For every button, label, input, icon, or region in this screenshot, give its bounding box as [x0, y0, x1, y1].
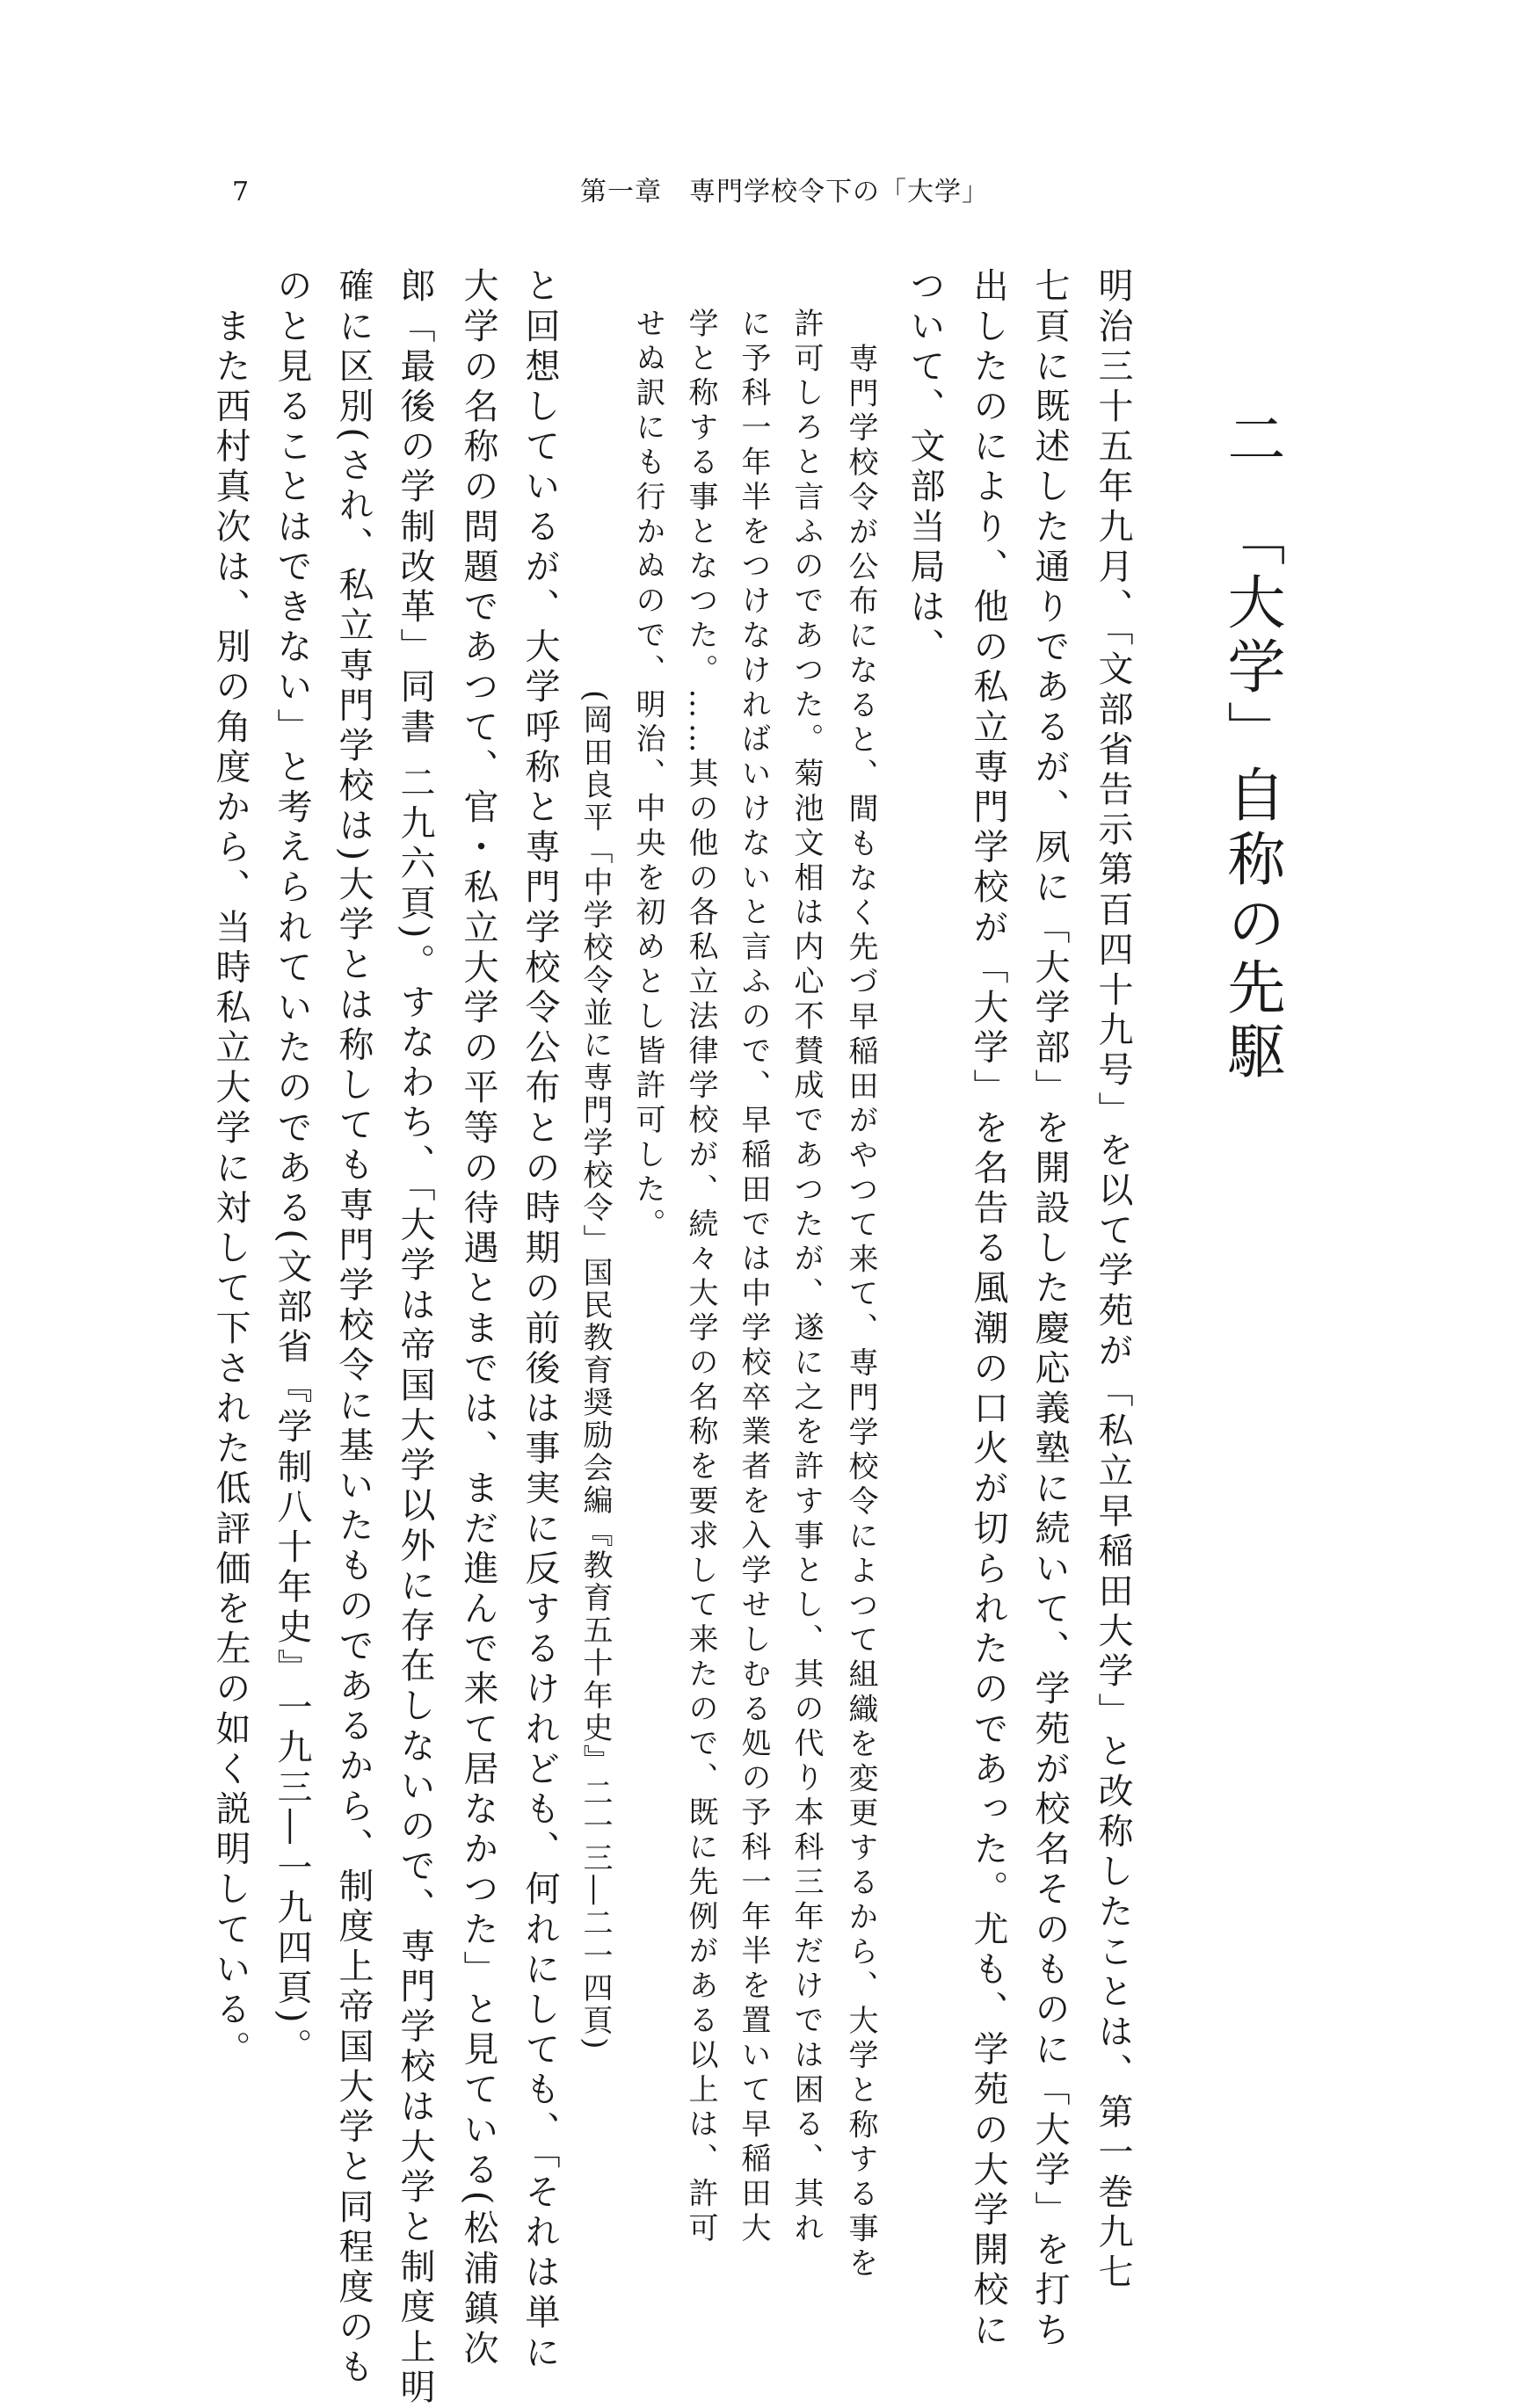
paragraph-2-line-6: また西村真次は、別の角度から、当時私立大学に対して下された低評価を左の如く説明している。: [210, 267, 251, 2071]
quote-line-2: 許可しろと言ふのであつた。菊池文相は内心不賛成であつたが、遂に之を許す事とし、其の代り本科三年だけでは困る、其れ: [788, 308, 824, 2247]
paragraph-2-line-4: 確に区別(され、私立専門学校は)大学とは称しても専門学校令に基いたものであるから、制度上帝国大学と同程度のも: [333, 267, 374, 2389]
paragraph-1-line-4: ついて、文部当局は、: [905, 267, 945, 668]
paragraph-1-line-3: 出したのにより、他の私立専門学校が「大学」を名告る風潮の口火が切られたのであった。尤も、学苑の大学開校に: [968, 267, 1008, 2352]
paragraph-2-line-5: のと見ることはできない」と考えられていたのである(文部省『学制八十年史』一九三―一九四頁)。: [272, 267, 312, 2068]
paragraph-1-line-2: 七頁に既述した通りであるが、夙に「大学部」を開設した慶応義塾に続いて、学苑が校名そのものに「大学」を打ち: [1029, 267, 1070, 2352]
paragraph-2-line-3: 郎「最後の学制改革」同書 二九六頁)。すなわち、「大学は帝国大学以外に存在しないので、専門学校は大学と制度上明: [395, 267, 435, 2408]
paragraph-2-line-2: 大学の名称の問題であつて、官・私立大学の平等の待遇とまでは、まだ進んで来て居なかつた」と見ている(松浦鎮次: [458, 267, 498, 2370]
section-heading: 二 「大学」自称の先駆: [1217, 409, 1285, 1085]
running-head: 第一章 専門学校令下の「大学」: [580, 177, 989, 207]
paragraph-2-line-1: と回想しているが、大学呼称と専門学校令公布との時期の前後は事実に反するけれども、何れにしても、「それは単に: [520, 267, 560, 2374]
page-number: 7: [232, 177, 250, 207]
quote-line-4: 学と称する事となつた。……其の他の各私立法律学校が、続々大学の名称を要求して来たので、既に先例がある以上は、許可: [683, 308, 718, 2247]
paragraph-1-line-1: 明治三十五年九月、「文部省告示第百四十九号」を以て学苑が「私立早稲田大学」と改称したことは、第一巻九七: [1093, 267, 1133, 2294]
quote-line-5: せぬ訳にも行かぬので、明治、中央を初めとし皆許可した。: [630, 308, 665, 1243]
quote-line-1: 専門学校令が公布になると、間もなく先づ早稲田がやつて来て、専門学校令によつて組織を変更するから、大学と称する事を: [843, 343, 878, 2282]
quote-citation: (岡田良平「中学校令並に専門学校令」国民教育奨励会編『教育五十年史』二一三―二一四頁): [578, 690, 613, 2052]
quote-line-3: に予科一年半をつけなければいけないと言ふので、早稲田では中学校卒業者を入学せしむる処の予科一年半を置いて早稲田大: [736, 308, 771, 2247]
